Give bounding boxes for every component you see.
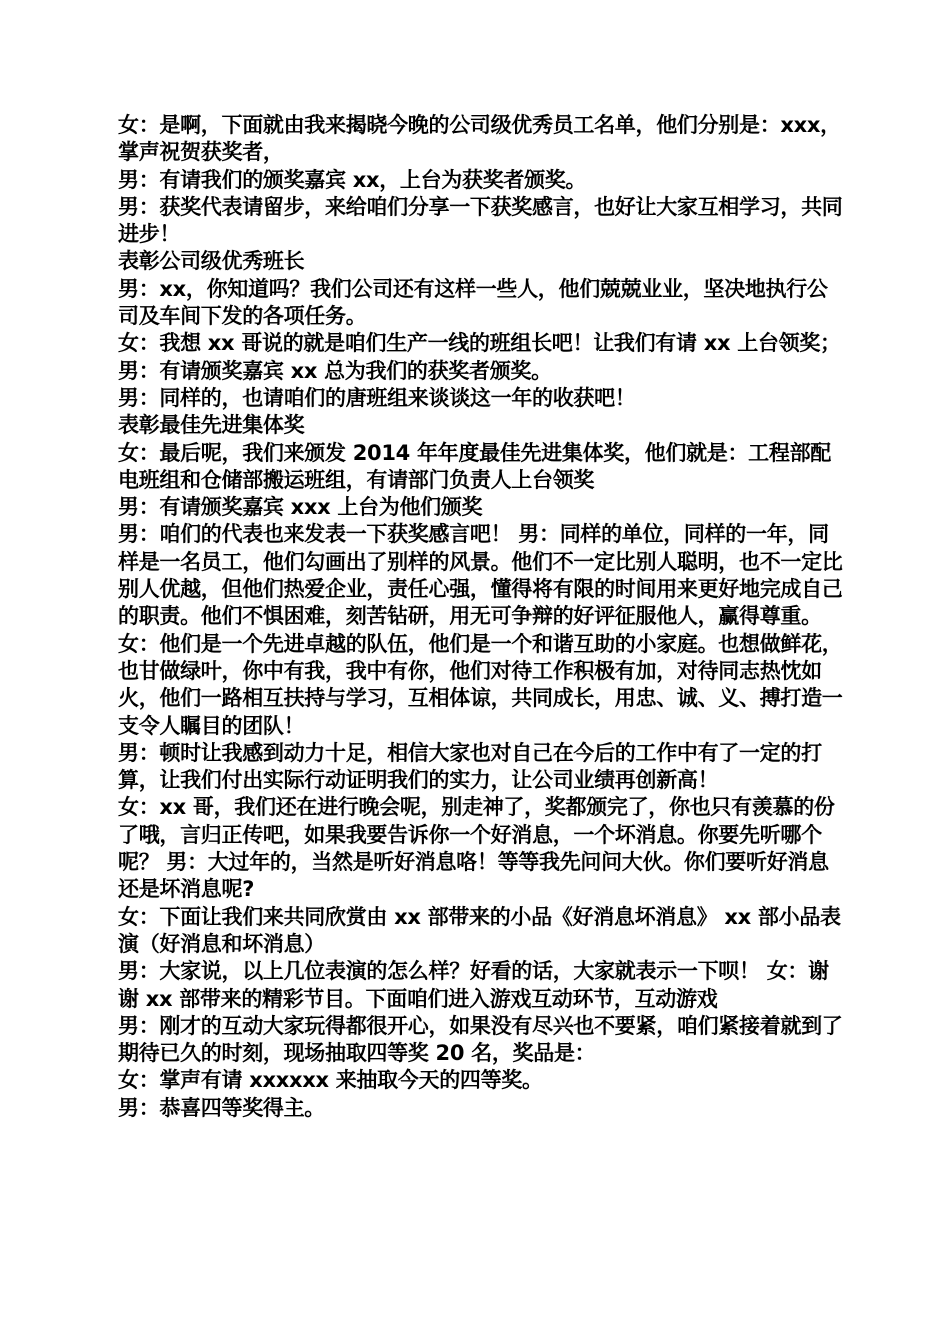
paragraph-1: 女：是啊，下面就由我来揭晓今晚的公司级优秀员工名单，他们分别是：xxx，掌声祝贺获奖者， xyxy=(118,113,841,165)
paragraph-9: 女：最后呢，我们来颁发 2014 年年度最佳先进集体奖，他们就是：工程部配电班组和仓储部搬运班组，有请部门负责人上台领奖 xyxy=(118,440,831,492)
paragraph-7: 男：同样的，也请咱们的唐班组来谈谈这一年的收获吧！ xyxy=(118,385,636,410)
section-heading-best-team: 表彰最佳先进集体奖 xyxy=(118,413,305,438)
paragraph-2: 男：有请我们的颁奖嘉宾 xx，上台为获奖者颁奖。 xyxy=(118,167,587,192)
document-page xyxy=(118,112,848,1122)
paragraph-14: 女：下面让我们来共同欣赏由 xx 部带来的小品《好消息坏消息》 xx 部小品表演（好消息和坏消息） xyxy=(118,904,841,956)
paragraph-16: 男：刚才的互动大家玩得都很开心，如果没有尽兴也不要紧，咱们紧接着就到了期待已久的时刻，现场抽取四等奖 20 名，奖品是： xyxy=(118,1013,843,1066)
section-heading-class-leader: 表彰公司级优秀班长 xyxy=(118,249,305,274)
paragraph-18: 男：恭喜四等奖得主。 xyxy=(118,1095,325,1120)
paragraph-17: 女：掌声有请 xxxxxx 来抽取今天的四等奖。 xyxy=(118,1068,543,1093)
paragraph-11: 男：咱们的代表也来发表一下获奖感言吧！ 男：同样的单位，同样的一年，同样是一名员工，他们勾画出了别样的风景。他们不一定比别人聪明，也不一定比别人优越，但他们热爱企业，责任心强，懂得将有限的时间用来更好地完成自己的职责。他们不惧困难，刻苦钻研，用无可争辩的好评征服他人，赢得尊重。 女：他们是一个先进卓越的队伍，他们是一个和谐互助的小家庭。也想做鲜花，也甘做绿叶，你中有我，我中有你，他们对待工作积极有加，对待同志热忱如火，他们一路相互扶持与学习，互相体谅，共同成长，用忠、诚、义、搏打造一支令人瞩目的团队！ xyxy=(118,522,843,738)
paragraph-10: 男：有请颁奖嘉宾 xxx 上台为他们颁奖 xyxy=(118,495,483,520)
paragraph-3: 男：获奖代表请留步，来给咱们分享一下获奖感言，也好让大家互相学习，共同进步！ xyxy=(118,194,843,247)
paragraph-15: 男：大家说，以上几位表演的怎么样？好看的话，大家就表示一下呗！ 女：谢谢 xx 部带来的精彩节目。下面咱们进入游戏互动环节，互动游戏 xyxy=(118,959,829,1011)
paragraph-12: 男：顿时让我感到动力十足，相信大家也对自己在今后的工作中有了一定的打算，让我们付出实际行动证明我们的实力，让公司业绩再创新高！ xyxy=(118,740,822,793)
paragraph-13: 女：xx 哥，我们还在进行晚会呢，别走神了，奖都颁完了，你也只有羡慕的份了哦，言归正传吧，如果我要告诉你一个好消息，一个坏消息。你要先听哪个呢？ 男：大过年的，当然是听好消息咯！等等我先问问大伙。你们要听好消息还是坏消息呢? xyxy=(118,795,835,902)
paragraph-6: 女：我想 xx 哥说的就是咱们生产一线的班组长吧！让我们有请 xx 上台领奖； 男：有请颁奖嘉宾 xx 总为我们的获奖者颁奖。 xyxy=(118,331,841,383)
paragraph-5: 男：xx，你知道吗？我们公司还有这样一些人，他们兢兢业业，坚决地执行公司及车间下发的各项任务。 xyxy=(118,276,828,329)
